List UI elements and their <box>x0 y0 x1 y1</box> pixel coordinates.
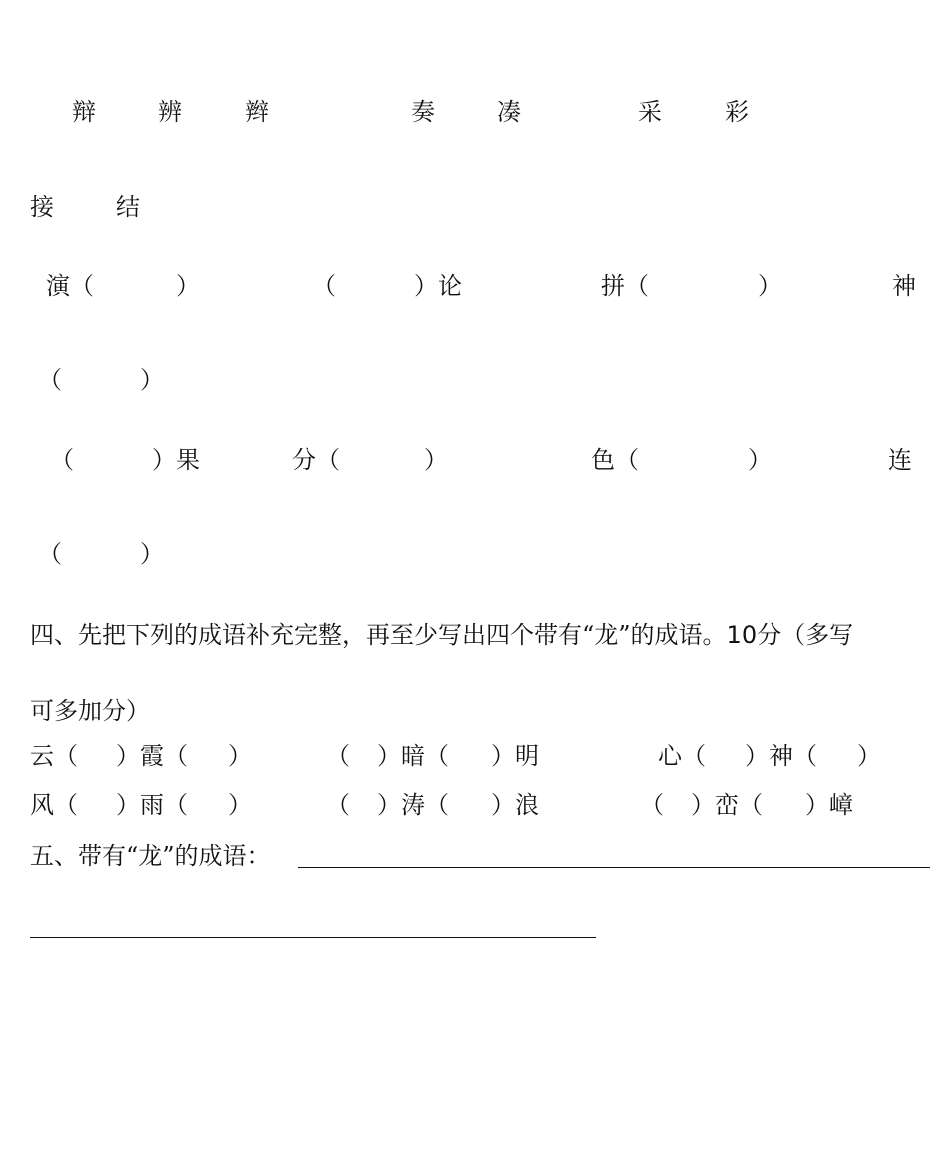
fill-item: 神 <box>892 272 916 300</box>
fill-item: ） <box>758 272 782 300</box>
idiom-item: ）峦（ <box>691 791 763 819</box>
char: 辩 <box>72 98 96 126</box>
fill-item: （ <box>312 272 336 300</box>
char: 奏 <box>411 98 435 126</box>
idiom-item: 心（ <box>658 742 706 770</box>
idiom-item: 云（ <box>30 742 78 770</box>
idiom-item: ）霞（ <box>116 742 188 770</box>
fill-item: 分（ <box>292 446 340 474</box>
idiom-item: ）神（ <box>745 742 817 770</box>
fill-item: （ <box>38 366 62 394</box>
fill-item: 演（ <box>46 272 94 300</box>
answer-line[interactable] <box>298 867 930 868</box>
section-4-text: 四、先把下列的成语补充完整，再至少写出四个带有“龙”的成语。 <box>30 621 727 649</box>
idiom-item: 风（ <box>30 791 78 819</box>
idiom-item: ）嶂 <box>805 791 853 819</box>
idiom-item: ）暗（ <box>377 742 449 770</box>
fill-item: 连 <box>888 446 912 474</box>
char: 结 <box>116 193 140 221</box>
idiom-item: ）明 <box>491 742 539 770</box>
fill-item: 色（ <box>591 446 639 474</box>
answer-line[interactable] <box>30 937 596 938</box>
fill-item: ）果 <box>152 446 200 474</box>
fill-item: ） <box>748 446 772 474</box>
fill-item: ） <box>140 366 164 394</box>
fill-item: （ <box>38 540 62 568</box>
fill-item: ） <box>176 272 200 300</box>
idiom-item: ） <box>857 742 881 770</box>
section-5-title: 五、带有“龙”的成语： <box>30 842 271 870</box>
section-4-score: 10 <box>726 621 758 649</box>
idiom-item: ） <box>228 791 252 819</box>
char: 辨 <box>158 98 182 126</box>
idiom-item: ） <box>228 742 252 770</box>
char: 辫 <box>245 98 269 126</box>
idiom-item: ）涛（ <box>377 791 449 819</box>
idiom-item: ）浪 <box>491 791 539 819</box>
fill-item: ） <box>424 446 448 474</box>
fill-item: ） <box>140 540 164 568</box>
section-4-text-tail: 分（多写 <box>757 621 854 649</box>
char: 采 <box>638 98 662 126</box>
char: 接 <box>30 193 54 221</box>
idiom-item: （ <box>640 791 664 819</box>
fill-item: （ <box>50 446 74 474</box>
section-4-title <box>30 620 853 650</box>
idiom-item: ）雨（ <box>116 791 188 819</box>
fill-item: 拼（ <box>601 272 649 300</box>
char: 凑 <box>497 98 521 126</box>
idiom-item: （ <box>326 791 350 819</box>
section-4-title-cont: 可多加分） <box>30 697 150 725</box>
char: 彩 <box>725 98 749 126</box>
idiom-item: （ <box>326 742 350 770</box>
fill-item: ）论 <box>414 272 462 300</box>
